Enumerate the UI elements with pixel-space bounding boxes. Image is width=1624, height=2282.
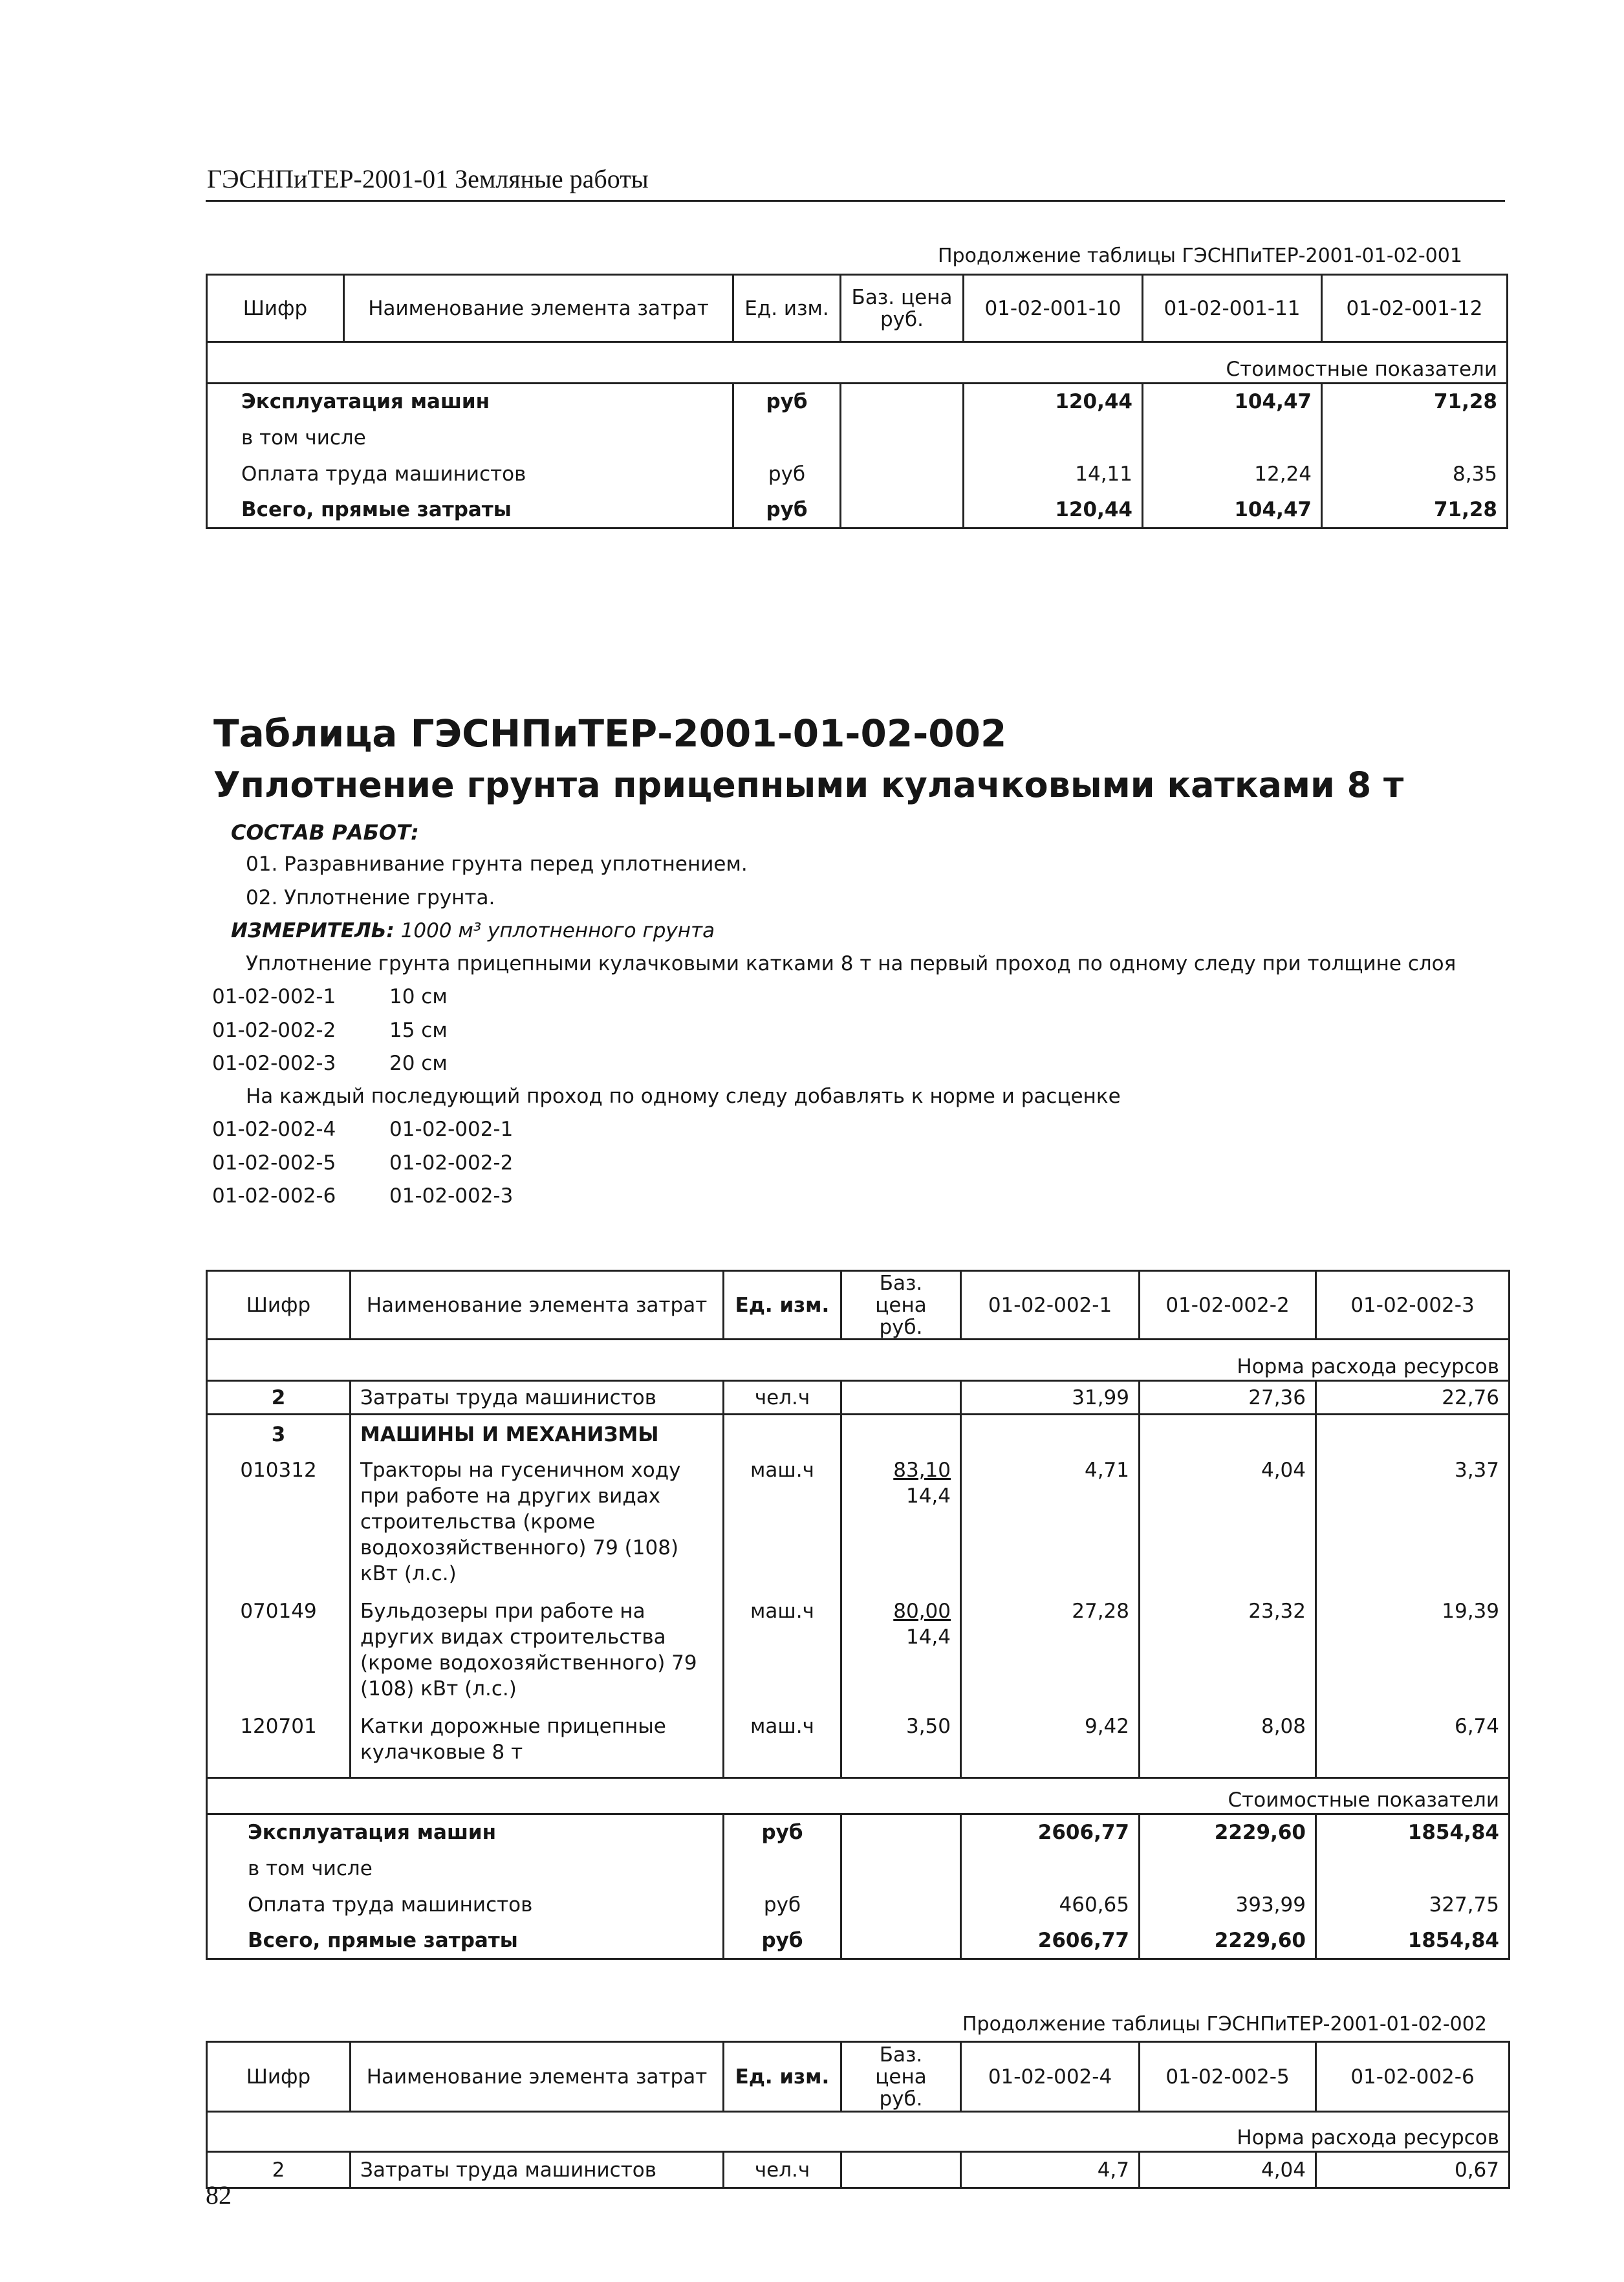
row-v3: 6,74 [1316,1713,1510,1778]
table1-continuation-caption: Продолжение таблицы ГЭСНПиТЕР-2001-01-02-001 [938,244,1462,267]
row-v3: 0,67 [1316,2152,1510,2188]
row-v1: 4,7 [961,2152,1140,2188]
col-header-price: Баз. цена руб. [841,275,964,342]
code-value: 15 см [389,1019,448,1042]
table-row [207,420,1508,456]
row-code: 070149 [207,1598,351,1713]
row-name: Затраты труда машинистов [351,1381,724,1415]
table-title: Таблица ГЭСНПиТЕР-2001-01-02-002 [213,712,1007,755]
row-v2: 104,47 [1143,492,1322,528]
row-name: Тракторы на гусеничном ходу при работе на других видах строительства (кроме водохозяйственного) 79 (108) кВт (л.с.) [351,1457,724,1598]
row-v3: 1854,84 [1316,1814,1510,1851]
row-v1: 4,71 [961,1457,1140,1598]
measure-value: 1000 м³ уплотненного грунта [400,919,715,942]
col-header-rate-6: 01-02-002-6 [1316,2042,1510,2112]
row-unit: маш.ч [724,1457,841,1598]
col-header-price: Баз. цена руб. [841,1271,961,1340]
row-v1: 14,11 [964,456,1143,492]
row-name: Всего, прямые затраты [207,1923,724,1959]
table1 [206,274,1508,529]
row-price: 3,50 [841,1713,961,1778]
price-top: 80,00 [893,1599,951,1623]
row-unit: руб [724,1887,841,1923]
row-v1: 2606,77 [961,1923,1140,1959]
price-bottom: 14,4 [905,1625,951,1649]
code: 01-02-002-5 [212,1151,336,1175]
section-norm: Норма расхода ресурсов [207,2112,1510,2152]
col-header-rate-3: 01-02-002-3 [1316,1271,1510,1340]
row-v3: 71,28 [1322,492,1508,528]
row-name: Оплата труда машинистов [207,1887,724,1923]
row-name: в том числе [207,420,733,456]
row-v1: 2606,77 [961,1814,1140,1851]
measure-line [231,919,715,942]
table-row [207,1381,1510,1415]
header-rule [206,200,1505,202]
work-item: 01. Разравнивание грунта перед уплотнением. [246,853,748,876]
table-row [207,1713,1510,1778]
code: 01-02-002-1 [212,985,336,1008]
row-v1: 120,44 [964,384,1143,420]
col-header-rate-2: 01-02-001-11 [1143,275,1322,342]
row-v2: 4,04 [1140,2152,1316,2188]
section-cost-indicators: Стоимостные показатели [207,342,1508,384]
table2 [206,1270,1510,1960]
col-header-rate-2: 01-02-002-2 [1140,1271,1316,1340]
section-norm: Норма расхода ресурсов [207,1340,1510,1381]
section-cost-indicators: Стоимостные показатели [207,1778,1510,1814]
measure-label: ИЗМЕРИТЕЛЬ: [231,919,395,942]
table3-continuation-caption: Продолжение таблицы ГЭСНПиТЕР-2001-01-02-002 [962,2013,1487,2036]
table-row [207,492,1508,528]
table-row [207,1851,1510,1887]
description: Уплотнение грунта прицепными кулачковыми катками 8 т на первый проход по одному следу при толщине слоя [246,952,1456,975]
table-row [207,456,1508,492]
row-name: Эксплуатация машин [207,384,733,420]
col-header-unit: Ед. изм. [733,275,841,342]
row-name: Бульдозеры при работе на других видах строительства (кроме водохозяйственного) 79 (108) кВт (л.с.) [351,1598,724,1713]
table3 [206,2041,1510,2189]
code-value: 10 см [389,985,448,1008]
running-header: ГЭСНПиТЕР-2001-01 Земляные работы [207,164,649,193]
work-item: 02. Уплотнение грунта. [246,886,495,909]
row-v1: 9,42 [961,1713,1140,1778]
col-header-name: Наименование элемента затрат [351,2042,724,2112]
code-value: 01-02-002-2 [389,1151,514,1175]
price-bottom: 14,4 [905,1484,951,1508]
row-name: Катки дорожные прицепные кулачковые 8 т [351,1713,724,1778]
row-unit: руб [724,1923,841,1959]
col-header-price: Баз. цена руб. [841,2042,961,2112]
row-name: Затраты труда машинистов [351,2152,724,2188]
row-unit: чел.ч [724,1381,841,1415]
table-row [207,1923,1510,1959]
row-v3: 3,37 [1316,1457,1510,1598]
table-row [207,1887,1510,1923]
col-header-unit: Ед. изм. [724,2042,841,2112]
page-number: 82 [206,2180,232,2210]
row-v2: 4,04 [1140,1457,1316,1598]
row-name: Эксплуатация машин [207,1814,724,1851]
row-code: 3 [207,1415,351,1457]
row-v3: 327,75 [1316,1887,1510,1923]
col-header-rate-1: 01-02-002-1 [961,1271,1140,1340]
code: 01-02-002-6 [212,1184,336,1208]
row-v1: 27,28 [961,1598,1140,1713]
row-v3: 19,39 [1316,1598,1510,1713]
code-value: 01-02-002-3 [389,1184,514,1208]
row-price [841,384,964,420]
code: 01-02-002-2 [212,1019,336,1042]
add-text: На каждый последующий проход по одному следу добавлять к норме и расценке [246,1085,1121,1108]
col-header-unit: Ед. изм. [724,1271,841,1340]
row-v2: 393,99 [1140,1887,1316,1923]
row-v2: 2229,60 [1140,1923,1316,1959]
col-header-rate-1: 01-02-001-10 [964,275,1143,342]
row-unit: руб [733,492,841,528]
col-header-code: Шифр [207,2042,351,2112]
row-v1: 120,44 [964,492,1143,528]
row-v2: 104,47 [1143,384,1322,420]
row-code: 2 [207,2152,351,2188]
row-v1: 31,99 [961,1381,1140,1415]
row-v3: 8,35 [1322,456,1508,492]
row-code: 010312 [207,1457,351,1598]
row-v1: 460,65 [961,1887,1140,1923]
row-name: МАШИНЫ И МЕХАНИЗМЫ [351,1415,724,1457]
row-v2: 27,36 [1140,1381,1316,1415]
table-subtitle: Уплотнение грунта прицепными кулачковыми катками 8 т [213,765,1404,805]
row-v2: 8,08 [1140,1713,1316,1778]
table-row [207,1457,1510,1598]
code-value: 01-02-002-1 [389,1118,514,1141]
works-label: СОСТАВ РАБОТ: [231,820,419,845]
row-v2: 12,24 [1143,456,1322,492]
row-price [841,1598,961,1713]
row-name: Оплата труда машинистов [207,456,733,492]
code-value: 20 см [389,1052,448,1075]
row-code: 120701 [207,1713,351,1778]
col-header-name: Наименование элемента затрат [351,1271,724,1340]
row-name: Всего, прямые затраты [207,492,733,528]
row-unit: маш.ч [724,1713,841,1778]
row-v3: 1854,84 [1316,1923,1510,1959]
row-unit: руб [724,1814,841,1851]
table-row [207,384,1508,420]
col-header-rate-5: 01-02-002-5 [1140,2042,1316,2112]
code: 01-02-002-4 [212,1118,336,1141]
row-code: 2 [207,1381,351,1415]
code: 01-02-002-3 [212,1052,336,1075]
table-row [207,1814,1510,1851]
table-row [207,2152,1510,2188]
price-top: 83,10 [893,1458,951,1482]
table-row [207,1415,1510,1457]
col-header-code: Шифр [207,275,344,342]
row-v3: 71,28 [1322,384,1508,420]
row-unit: чел.ч [724,2152,841,2188]
row-unit: руб [733,456,841,492]
row-price [841,1457,961,1598]
row-unit: маш.ч [724,1598,841,1713]
row-v2: 2229,60 [1140,1814,1316,1851]
table-row [207,1598,1510,1713]
row-name: в том числе [207,1851,724,1887]
col-header-rate-4: 01-02-002-4 [961,2042,1140,2112]
col-header-rate-3: 01-02-001-12 [1322,275,1508,342]
row-unit: руб [733,384,841,420]
row-v3: 22,76 [1316,1381,1510,1415]
row-v2: 23,32 [1140,1598,1316,1713]
col-header-name: Наименование элемента затрат [344,275,733,342]
col-header-code: Шифр [207,1271,351,1340]
